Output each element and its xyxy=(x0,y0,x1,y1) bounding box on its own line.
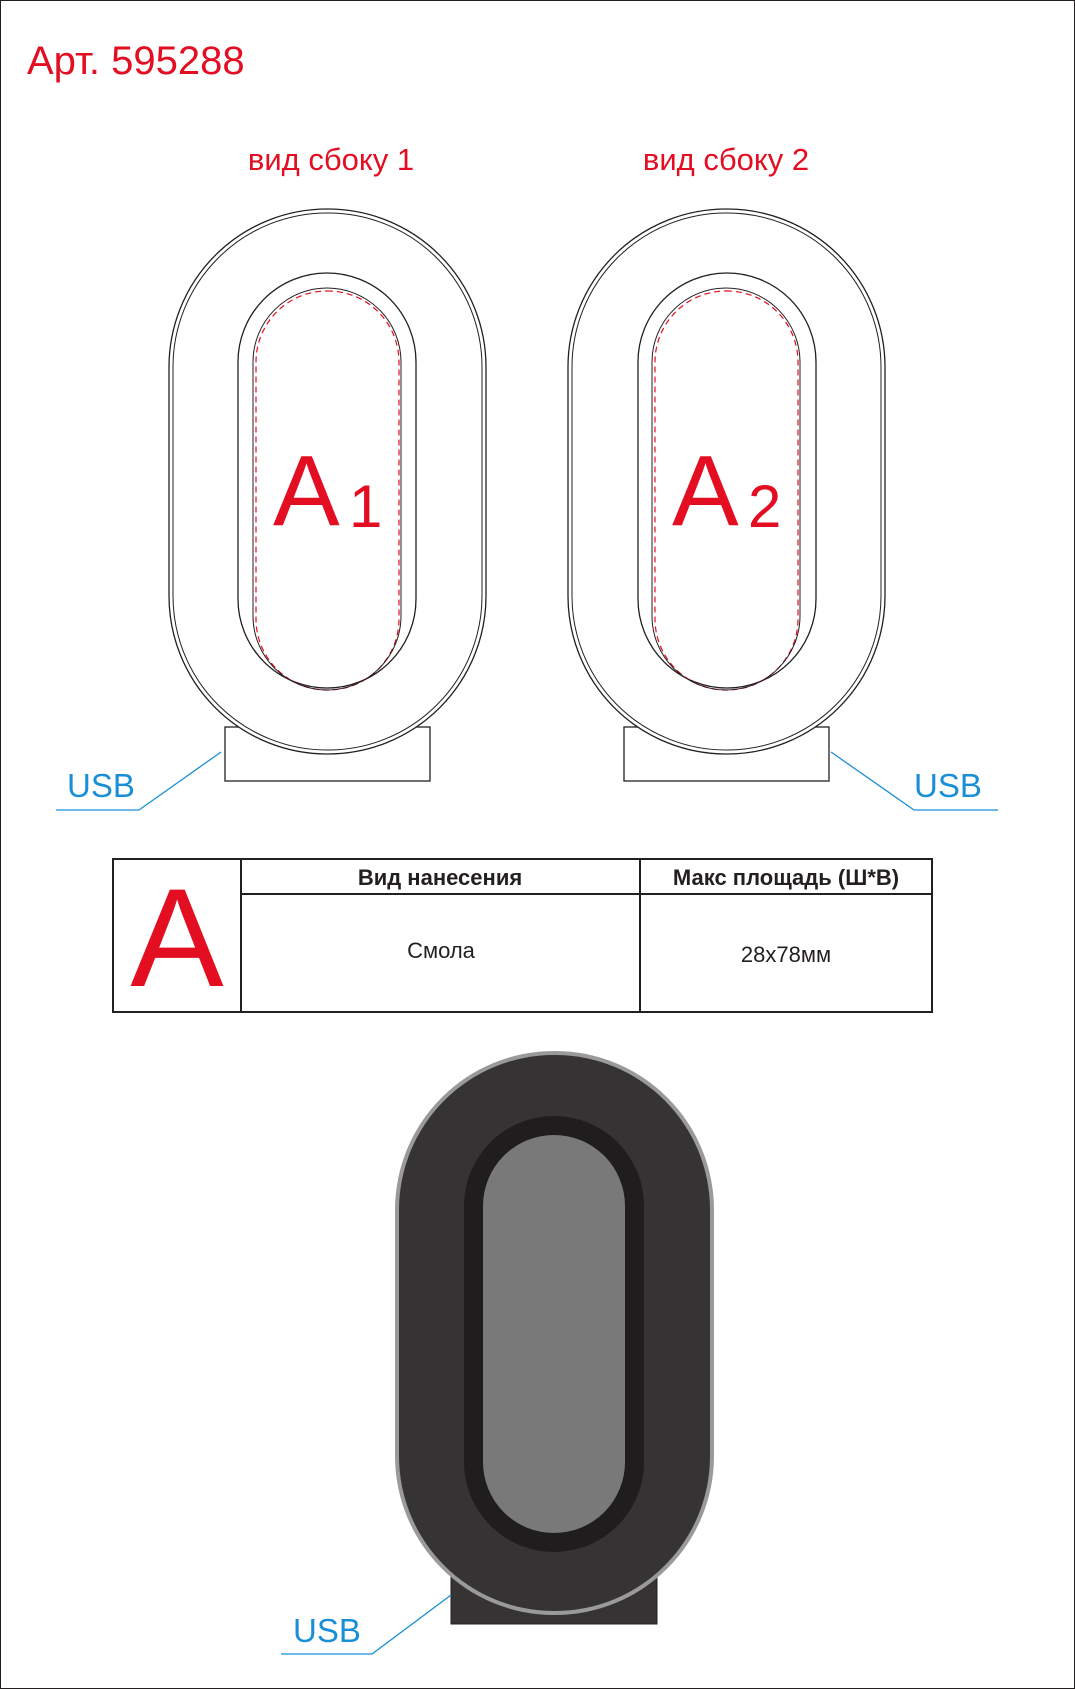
speaker-face xyxy=(483,1135,625,1533)
zone-index-1: 1 xyxy=(349,473,383,540)
usb-label-1: USB xyxy=(67,767,135,804)
article-number: Арт. 595288 xyxy=(27,39,245,83)
side-view-1 xyxy=(56,142,486,810)
table-header-max-area: Макс площадь (Ш*В) xyxy=(672,865,900,890)
usb-callout-line-2 xyxy=(831,752,914,810)
usb-label-3: USB xyxy=(293,1612,361,1649)
zone-letter-a2: A xyxy=(672,435,739,547)
print-spec-table xyxy=(113,859,932,1016)
usb-callout-line-3 xyxy=(372,1595,451,1654)
zone-index-2: 2 xyxy=(748,473,782,540)
table-zone-letter: A xyxy=(130,859,224,1016)
side-view-1-label: вид сбоку 1 xyxy=(247,142,415,177)
side-view-2 xyxy=(568,142,998,810)
table-cell-max-area: 28x78мм xyxy=(740,942,832,967)
side-view-2-label: вид сбоку 2 xyxy=(642,142,810,177)
table-header-method: Вид нанесения xyxy=(357,865,523,890)
product-render xyxy=(281,1051,714,1654)
table-cell-method: Смола xyxy=(407,938,475,963)
usb-callout-line-1 xyxy=(139,752,221,810)
usb-label-2: USB xyxy=(914,767,982,804)
zone-letter-a1: A xyxy=(273,435,340,547)
